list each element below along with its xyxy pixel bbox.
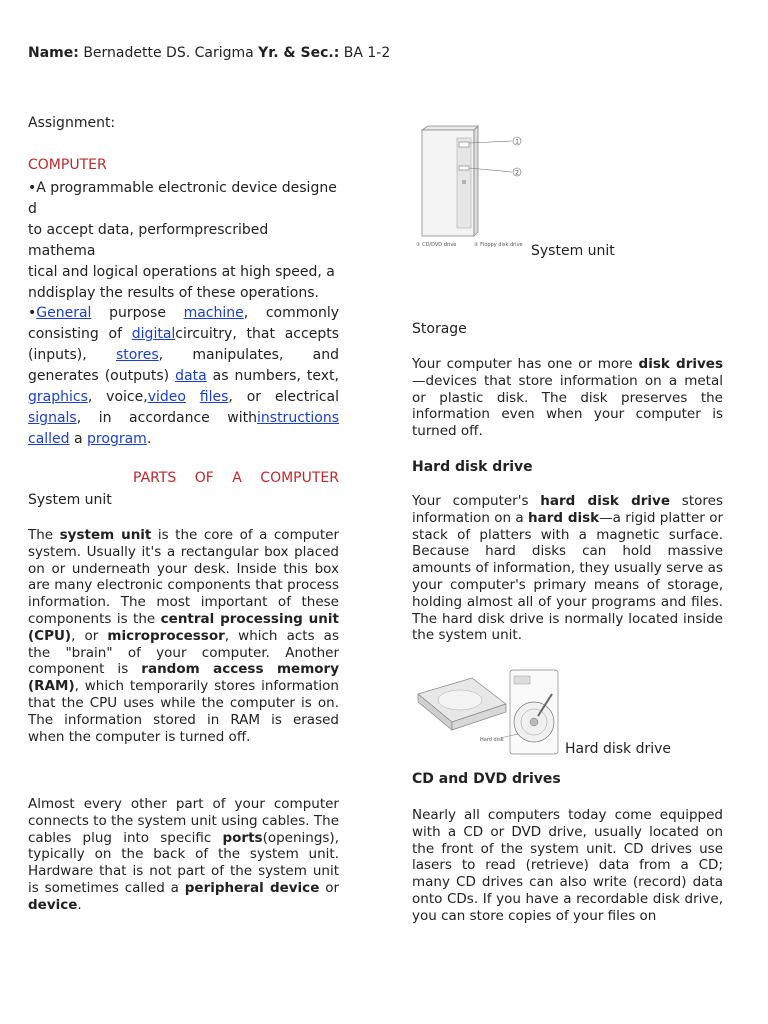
text: —a rigid platter or stack of platters with a magnetic surface. Because hard disks can hold massive amounts of information, they usually serve as your computer's primary means of storage, holding almost all of your programs and files. The hard disk drive is normally located inside the system unit. — [412, 509, 723, 644]
system-unit-illustration — [412, 122, 537, 257]
cd-dvd-paragraph: Nearly all computers today come equipped with a CD or DVD drive, usually located on the front of the system unit. CD drives use lasers to read (retrieve) data from a CD; many CD drives can also write (record) data onto CDs. If you have a recordable disk drive, you can store copies of your files on — [412, 807, 723, 924]
text: Your computer has one or more — [412, 356, 639, 372]
text: purpose — [91, 305, 184, 321]
computer-definition-2 — [28, 303, 339, 450]
text: Almost every other part of your computer connects to the system unit using cables. The cables plug into specific — [28, 796, 339, 846]
hdd-enclosure — [418, 678, 506, 730]
bold-term: hard disk drive — [540, 493, 670, 509]
section-value: BA 1-2 — [343, 45, 391, 61]
link-graphics[interactable]: graphics — [28, 389, 88, 405]
text: circuitry, that accepts (inputs), — [28, 326, 339, 363]
hard-disk-heading: Hard disk drive — [412, 459, 533, 475]
text: or — [319, 879, 340, 896]
name-line — [28, 45, 390, 61]
text: —devices that store information on a metal or plastic disk. The disk preserves the information even when your computer is turned off. — [412, 372, 723, 440]
link-signals[interactable]: signals — [28, 410, 77, 426]
system-unit-paragraph — [28, 527, 339, 745]
storage-heading: Storage — [412, 321, 467, 337]
link-video[interactable]: video — [147, 389, 186, 405]
link-stores[interactable]: stores — [115, 347, 159, 363]
parts-heading: PARTS OF A COMPUTER — [133, 470, 339, 486]
callout-2-number: 2 — [515, 169, 519, 177]
text: a — [69, 431, 88, 447]
callout-1-number: 1 — [515, 138, 519, 146]
text: , voice, — [87, 389, 148, 405]
text: . — [77, 896, 82, 913]
link-instructions[interactable]: instructions — [257, 410, 339, 426]
section-label: Yr. & Sec.: — [258, 45, 340, 61]
text — [186, 389, 200, 405]
def1-line: •A programmable electronic device designe — [28, 180, 337, 196]
bold-term: ports — [222, 829, 263, 846]
cd-dvd-heading: CD and DVD drives — [412, 771, 561, 787]
bold-term: device — [28, 896, 78, 913]
hard-disk-illustration — [414, 664, 564, 760]
computer-definition-1 — [28, 178, 338, 304]
def1-line: nddisplay the results of these operations. — [28, 285, 319, 301]
link-files[interactable]: files — [199, 389, 229, 405]
text: , or — [71, 627, 108, 644]
figure-label-floppy: ② Floppy disk drive — [474, 242, 523, 248]
cables-paragraph — [28, 796, 339, 914]
hard-disk-caption: Hard disk drive — [565, 741, 672, 757]
text: stores information on a — [412, 493, 723, 526]
system-unit-caption: System unit — [531, 243, 615, 259]
hard-disk-paragraph — [412, 493, 723, 644]
name-label: Name: — [28, 45, 79, 61]
tower-case — [422, 126, 478, 236]
computer-heading: COMPUTER — [28, 157, 107, 173]
text: . — [146, 431, 152, 447]
bullet: • — [28, 305, 37, 321]
hdd-internal — [510, 670, 558, 754]
text: , which temporarily stores information that the CPU uses while the computer is on. The information stored in RAM is erased when the computer is turned off. — [28, 678, 339, 745]
text: , commonly consisting of — [28, 305, 339, 342]
text: as numbers, text, — [206, 368, 339, 384]
storage-paragraph — [412, 356, 723, 440]
link-machine[interactable]: machine — [183, 305, 244, 321]
text: , or electrical — [228, 389, 340, 405]
text: (openings), typically on the back of the system unit. Hardware that is not part of the system unit is sometimes called a — [28, 829, 339, 896]
figure-label-hard-disk: Hard disk — [480, 737, 504, 743]
link-general[interactable]: General — [36, 305, 92, 321]
bold-term: peripheral device — [184, 879, 320, 896]
text: Your computer's — [412, 493, 541, 509]
bold-term: random access memory (RAM) — [28, 661, 339, 695]
text: , which acts as the "brain" of your computer. Another component is — [28, 627, 339, 678]
bold-term: hard disk — [528, 509, 600, 526]
bold-term: disk drives — [638, 356, 723, 372]
link-data[interactable]: data — [175, 368, 207, 384]
text: , in accordance with — [76, 410, 258, 426]
link-digital[interactable]: digital — [131, 326, 176, 342]
bold-term: microprocessor — [107, 627, 225, 644]
link-called[interactable]: called — [28, 431, 70, 447]
figure-label-cd-dvd: ① CD/DVD drive — [416, 242, 457, 248]
def1-line: to accept data, performprescribed mathema — [28, 222, 269, 259]
text: is the core of a computer system. Usually it's a rectangular box placed on or underneath your desk. Inside this box are many electronic components that process information. The most important of these components is the — [28, 527, 339, 627]
bold-term: central processing unit (CPU) — [28, 610, 339, 644]
assignment-label: Assignment: — [28, 115, 116, 131]
text: The — [28, 527, 60, 543]
link-program[interactable]: program — [87, 431, 147, 447]
text: , manipulates, and generates (outputs) — [28, 347, 339, 384]
system-unit-label: System unit — [28, 492, 112, 508]
bold-term: system unit — [59, 527, 152, 543]
def1-line: d — [28, 201, 37, 217]
def1-line: tical and logical operations at high speed, a — [28, 264, 335, 280]
name-value: Bernadette DS. Carigma — [83, 45, 254, 61]
